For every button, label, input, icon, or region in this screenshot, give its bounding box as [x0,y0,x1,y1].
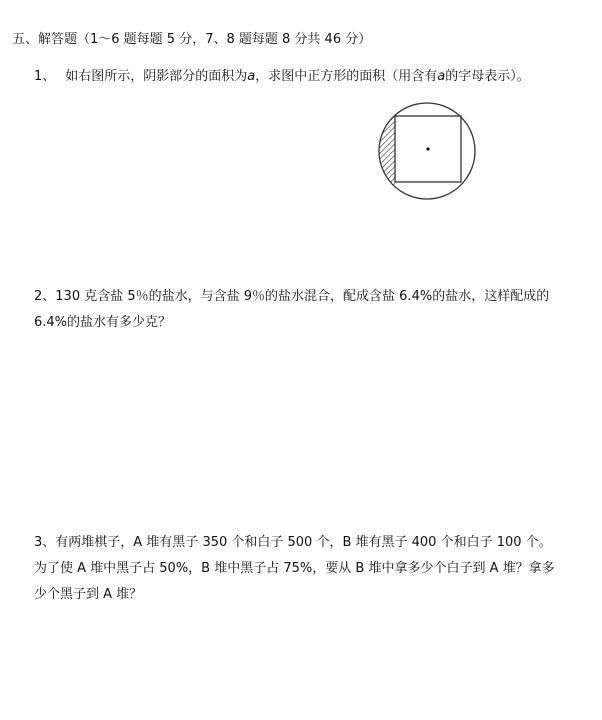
question-1-text-after: 的字母表示）。 [445,69,530,84]
section-title: 五、解答题（1～6 题每题 5 分，7、8 题每题 8 分共 46 分） [12,32,372,47]
question-1-variable: a [247,69,256,84]
question-1-figure [376,100,478,202]
question-2-number: 2、 [34,289,56,304]
center-dot [426,147,429,150]
question-2 [34,284,582,336]
question-3-line-2: 为了使 A 堆中黑子占 50%，B 堆中黑子占 75%，要从 B 堆中拿多少个白子到 A 堆？拿多 [34,561,555,576]
question-2-line-2: 6.4%的盐水有多少克？ [34,315,172,330]
question-1 [34,64,582,90]
question-3 [34,530,582,608]
question-1-text-mid: ，求图中正方形的面积（用含有 [255,69,438,84]
question-1-text-before: 如右图所示，阴影部分的面积为 [65,69,248,84]
question-3-number: 3、 [34,535,56,550]
question-2-line-1: 2、130 克含盐 5％的盐水，与含盐 9％的盐水混合，配成含盐 6.4%的盐水，这样配成的 [34,289,550,304]
question-1-number: 1、 [34,69,56,84]
question-3-line-3: 少个黑子到 A 堆？ [34,587,143,602]
question-1-variable-2: a [437,69,446,84]
question-3-line-1: 3、有两堆棋子，A 堆有黑子 350 个和白子 500 个，B 堆有黑子 400 个和白子 100 个。 [34,535,552,550]
